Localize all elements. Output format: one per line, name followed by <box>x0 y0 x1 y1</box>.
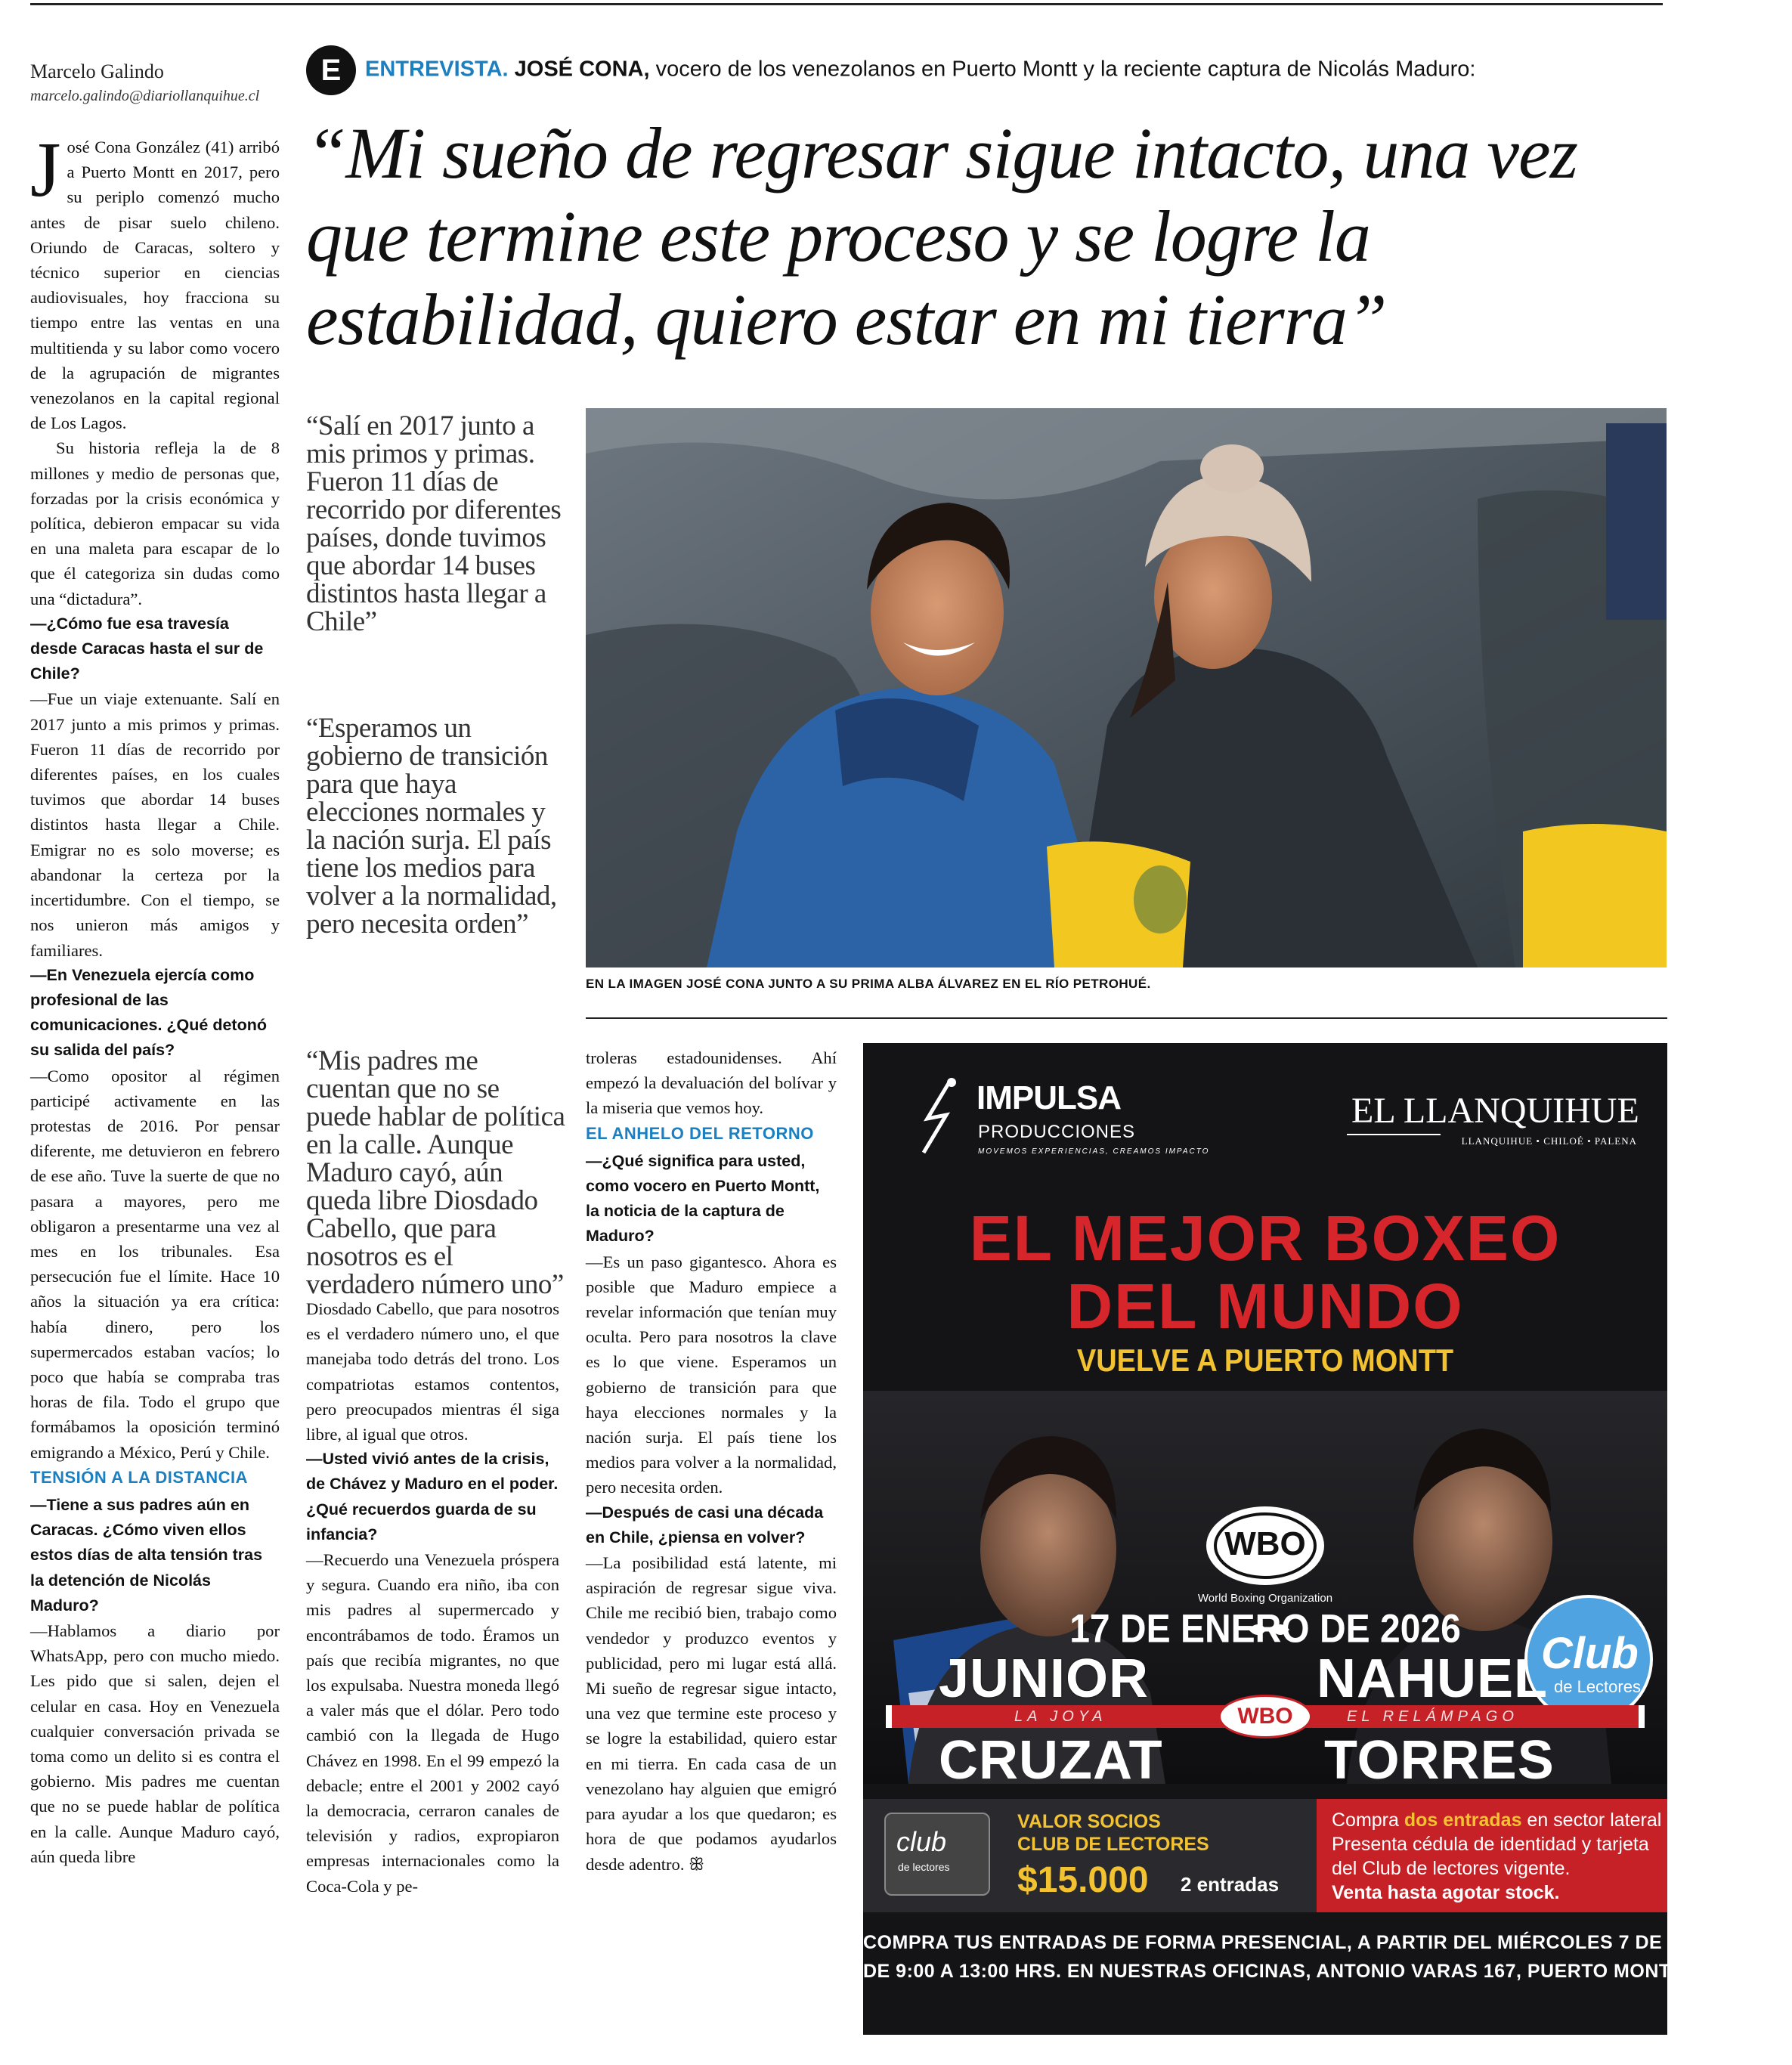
question: —En Venezuela ejercía como profesional de las comunicaciones. ¿Qué detonó su salida del país? <box>30 965 267 1060</box>
answer: —Fue un viaje extenuante. Salí en 2017 junto a mis primos y primas. Fueron 11 días de recorrido por diferentes países, en los cuales tuvimos que abordar 14 buses distintos hasta llegar a Chile. Emigrar no es solo moverse; es abandonar la certeza por la incertidumbre. Con el tiempo, se nos unieron más amigos y familiares. <box>30 689 280 960</box>
ad-footer-line-1: COMPRA TUS ENTRADAS DE FORMA PRESENCIAL, A PARTIR DEL MIÉRCOLES 7 DE ENERO 2026, <box>863 1932 1792 1953</box>
price-unit: 2 entradas <box>1181 1873 1280 1896</box>
article-photo <box>586 408 1667 967</box>
top-rule <box>30 3 1663 5</box>
answer-text: —La posibilidad está latente, mi aspiración de regresar sigue viva. Chile me recibió bien, trabajo como vendedor y produzco eventos y publicidad, pero mi lugar está allá. Mi sueño de regresar sigue intacto, una vez que termine este proceso y se logre la estabilidad, quiero estar en mi tierra. En cada casa de un venezolano hay alguien que emigró para ayudar a los que quedaron; es hora de que podamos ayudarlos desde adentro. <box>586 1553 837 1874</box>
subheading: TENSIÓN A LA DISTANCIA <box>30 1467 249 1487</box>
conditions-highlight: dos entradas <box>1404 1810 1522 1831</box>
paragraph: troleras estadounidenses. Ahí empezó la devaluación del bolívar y la miseria que vemos hoy. <box>586 1048 837 1118</box>
entrevista-badge: E <box>306 45 356 95</box>
article-column-4 <box>586 1045 837 1877</box>
event-date: 17 DE ENERO DE 2026 <box>1069 1607 1461 1652</box>
wbo-logo: WBO <box>1224 1525 1306 1562</box>
pull-quote-1: “Salí en 2017 junto a mis primos y primas. Fueron 11 días de recorrido por diferentes países, donde tuvimos que abordar 14 buses distintos hasta llegar a Chile” <box>306 410 562 637</box>
paragraph: Su historia refleja la de 8 millones y medio de personas que, forzadas por la crisis económica y política, debieron empacar su vida en una maleta para escapar de lo que él categoriza sin dudas como una “dictadura”. <box>30 438 280 608</box>
subheading: EL ANHELO DEL RETORNO <box>586 1123 814 1143</box>
fighter-2-first-name: NAHUEL <box>1317 1649 1548 1709</box>
fighter-1-nickname: LA JOYA <box>1014 1708 1107 1725</box>
conditions-line-1 <box>1332 1810 1661 1831</box>
conditions-line-2: Presenta cédula de identidad y tarjeta <box>1332 1834 1649 1855</box>
drop-cap: J <box>30 126 61 213</box>
photo-illustration <box>586 408 1667 967</box>
band-cap <box>886 1705 892 1728</box>
fighter-2-nickname: EL RELÁMPAGO <box>1347 1708 1518 1725</box>
club-lectores-label: CLUB DE LECTORES <box>1017 1834 1209 1855</box>
el-llanquihue-logo: EL LLANQUIHUE <box>1351 1091 1639 1131</box>
answer: —Como opositor al régimen participé activamente en las protestas de 2016. Por pensar diferente, me detuvieron en febrero de ese año. Tuve la suerte de que no pasara a mayores, pero me obligaron a presentarme una vez al mes en los tribunales. Esa persecución fue el límite. Hace 10 años la situación ya era crítica: había dinero, pero los supermercados estaban vacíos; lo poco que había se compraba tras horas de fila. Todo el grupo que formábamos la oposición terminó emigrando a México, Perú y Chile. <box>30 1066 280 1462</box>
paragraph: Diosdado Cabello, que para nosotros es el verdadero número uno, el que manejaba todo detrás del trono. Los compatriotas estamos contentos, pero preocupados mientras él siga libre, al igual que otros. <box>306 1299 559 1444</box>
question: —Usted vivió antes de la crisis, de Chávez y Maduro en el poder. ¿Qué recuerdos guarda de su infancia? <box>306 1450 559 1543</box>
section-label: ENTREVISTA. <box>365 57 509 82</box>
answer: —Recuerdo una Venezuela próspera y segura. Cuando era niño, iba con mis padres al supermercado y encontrábamos de todo. Éramos un país que recibía migrantes, no que los expulsaba. Nuestra moneda llegó a valer más que el dólar. Pero todo cambió con la llegada de Hugo Chávez en 1998. En el 99 empezó la debacle; entre el 2001 y 2002 cayó la democracia, cerraron canales de televisión y radios, expropiaron empresas internacionales como la Coca-Cola y pe- <box>306 1550 559 1896</box>
ad-title-line-2: DEL MUNDO <box>1066 1271 1464 1342</box>
intro-paragraph: osé Cona González (41) arribó a Puerto Montt en 2017, pero su periplo comenzó mucho antes de pisar suelo chileno. Oriundo de Caracas, soltero y técnico superior en ciencias audiovisuales, hoy fracciona su tiempo entre las ventas en una multitienda y su labor como vocero de la agrupación de migrantes venezolanos en la capital regional de Los Lagos. <box>30 138 280 433</box>
impulsa-wordmark: IMPULSA <box>976 1079 1121 1116</box>
question: —¿Cómo fue esa travesía desde Caracas hasta el sur de Chile? <box>30 614 264 683</box>
club-badge-title: Club <box>1541 1629 1639 1678</box>
impulsa-tagline: MOVEMOS EXPERIENCIAS, CREAMOS IMPACTO <box>978 1147 1210 1156</box>
band-cap <box>1639 1705 1645 1728</box>
author-email[interactable]: marcelo.galindo@diariollanquihue.cl <box>30 88 260 104</box>
wbo-small-logo: WBO <box>1218 1695 1312 1738</box>
photo-caption: EN LA IMAGEN JOSÉ CONA JUNTO A SU PRIMA ALBA ÁLVAREZ EN EL RÍO PETROHUÉ. <box>586 977 1151 991</box>
end-mark-icon: ꕥ <box>689 1854 705 1874</box>
wbo-org-name: World Boxing Organization <box>1197 1592 1333 1605</box>
headline: “Mi sueño de regresar sigue intacto, una vez que termine este proceso y se logre la estabilidad, quiero estar en mi tierra” <box>306 113 1577 360</box>
boxing-advertisement[interactable] <box>863 1043 1792 2035</box>
club-card-title: club <box>896 1826 947 1857</box>
divider <box>586 1017 1667 1019</box>
answer: —Hablamos a diario por WhatsApp, pero con mucho miedo. Les pido que si salen, dejen el celular en casa. Hoy en Venezuela cualquier conversación privada se toma como un delito si es contra el gobierno. Mis padres me cuentan que no se puede hablar de política en la calle. Aunque Maduro cayó, aún queda libre <box>30 1621 280 1866</box>
article-column-3 <box>306 1296 559 1899</box>
impulsa-logo-icon <box>912 1073 965 1156</box>
question: —Después de casi una década en Chile, ¿piensa en volver? <box>586 1503 824 1546</box>
conditions-text: en sector lateral <box>1521 1810 1662 1831</box>
article-column-1 <box>30 126 280 1869</box>
answer <box>586 1550 837 1877</box>
ad-title-line-1: EL MEJOR BOXEO <box>969 1203 1561 1274</box>
ad-subtitle: VUELVE A PUERTO MONTT <box>1076 1343 1454 1379</box>
fighter-2-last-name: TORRES <box>1324 1730 1555 1791</box>
interviewee-name: JOSÉ CONA, <box>514 57 650 82</box>
conditions-line-3: del Club de lectores vigente. <box>1332 1858 1571 1879</box>
question: —¿Qué significa para usted, como vocero en Puerto Montt, la noticia de la captura de Maduro? <box>586 1151 820 1246</box>
club-card <box>884 1813 990 1896</box>
question: —Tiene a sus padres aún en Caracas. ¿Cómo viven ellos estos días de alta tensión tras la detención de Nicolás Maduro? <box>30 1495 263 1615</box>
conditions-line-4: Venta hasta agotar stock. <box>1332 1882 1560 1903</box>
el-llanquihue-regions: LLANQUIHUE • CHILOÉ • PALENA <box>1461 1135 1637 1147</box>
author-name: Marcelo Galindo <box>30 60 164 82</box>
price-value: $15.000 <box>1017 1860 1149 1900</box>
divider <box>1347 1134 1441 1135</box>
club-card-sub: de lectores <box>898 1861 950 1873</box>
conditions-text: Compra <box>1332 1810 1404 1831</box>
club-badge-sub: de Lectores <box>1554 1677 1641 1696</box>
ad-footer-line-2: DE 9:00 A 13:00 HRS. EN NUESTRAS OFICINAS, ANTONIO VARAS 167, PUERTO MONTT. <box>863 1961 1687 1982</box>
answer: —Es un paso gigantesco. Ahora es posible que Maduro empiece a revelar información que tenían muy oculta. Pero para nosotros la clave es lo que viene. Esperamos un gobierno de transición para que haya elecciones normales y la nación surja. El país tiene los medios para volver a la normalidad, pero necesita orden. <box>586 1252 837 1497</box>
pull-quote-3: “Mis padres me cuentan que no se puede hablar de política en la calle. Aunque Maduro cayó, aún queda libre Diosdado Cabello, que para nosotros es el verdadero número uno” <box>306 1045 565 1300</box>
section-kicker <box>306 45 1667 95</box>
kicker-text: vocero de los venezolanos en Puerto Montt y la reciente captura de Nicolás Maduro: <box>649 57 1476 82</box>
producciones-label: PRODUCCIONES <box>978 1122 1136 1142</box>
fighter-1-last-name: CRUZAT <box>939 1730 1163 1791</box>
byline <box>30 60 280 105</box>
pull-quote-2: “Esperamos un gobierno de transición para que haya elecciones normales y la nación surja. El país tiene los medios para volver a la normalidad, pero necesita orden” <box>306 713 557 940</box>
fighter-1-first-name: JUNIOR <box>939 1649 1150 1709</box>
valor-socios-label: VALOR SOCIOS <box>1017 1811 1161 1832</box>
